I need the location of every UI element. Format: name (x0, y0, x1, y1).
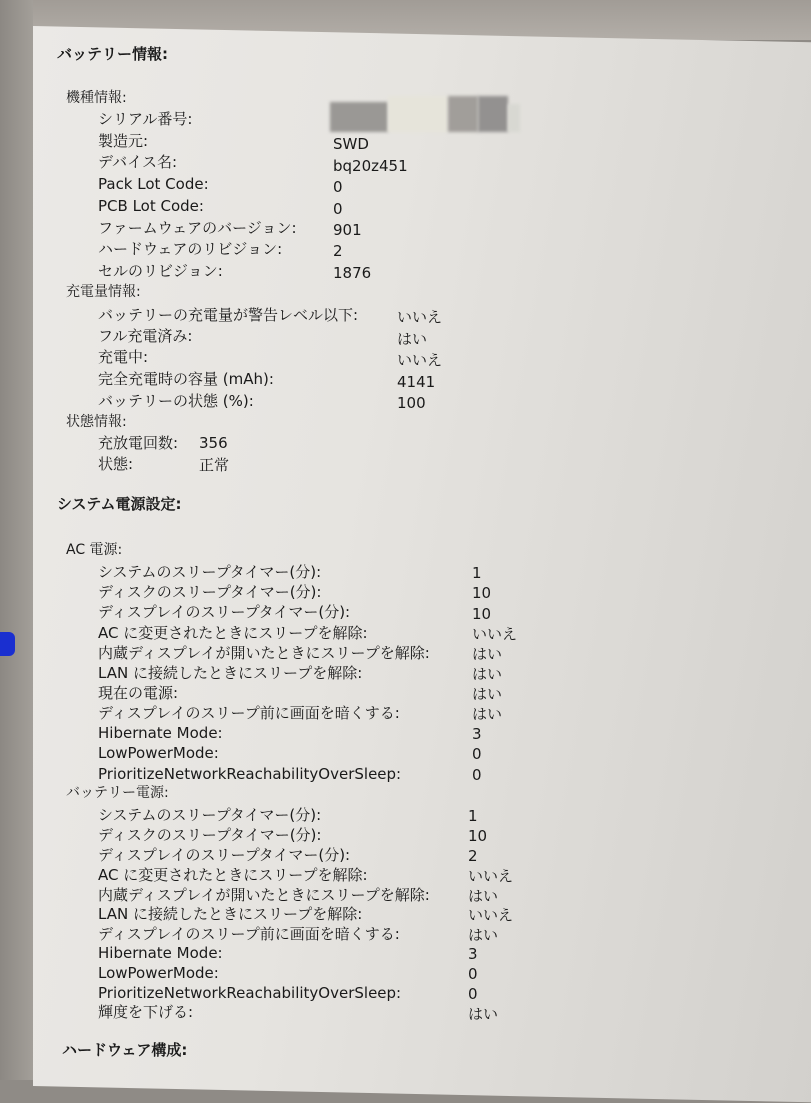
label-manufacturer: 製造元: (98, 132, 149, 150)
label-full-charge-capacity: 完全充電時の容量 (mAh): (98, 370, 274, 388)
group-title-battery-power: バッテリー電源: (66, 785, 169, 801)
value-bat-wake-on-lid-open: はい (468, 887, 499, 905)
value-bat-disk-sleep: 10 (468, 827, 488, 845)
label-bat-wake-on-lid-open: 内蔵ディスプレイが開いたときにスリープを解除: (98, 886, 430, 904)
label-device-name: デバイス名: (98, 153, 178, 171)
label-bat-reduce-brightness: 輝度を下げる: (98, 1003, 194, 1021)
value-bat-prioritize-network: 0 (468, 985, 478, 1003)
label-serial-number: シリアル番号: (98, 110, 193, 128)
value-ac-low-power-mode: 0 (472, 745, 482, 763)
label-bat-system-sleep: システムのスリープタイマー(分): (98, 806, 322, 824)
label-ac-current-power-source: 現在の電源: (98, 684, 179, 702)
group-title-charge-info: 充電量情報: (66, 284, 141, 300)
value-ac-wake-on-lid-open: はい (472, 645, 503, 663)
label-bat-disk-sleep: ディスクのスリープタイマー(分): (98, 826, 322, 844)
value-bat-hibernate-mode: 3 (468, 945, 478, 963)
label-bat-wake-on-ac-change: AC に変更されたときにスリープを解除: (98, 866, 368, 884)
value-ac-display-sleep: 10 (472, 605, 492, 623)
value-bat-low-power-mode: 0 (468, 965, 478, 983)
group-title-ac-power: AC 電源: (66, 542, 123, 558)
section-title-power-settings: システム電源設定: (57, 495, 182, 513)
value-ac-wake-on-ac-change: いいえ (472, 625, 518, 643)
label-bat-display-sleep: ディスプレイのスリープタイマー(分): (98, 846, 351, 864)
value-ac-dim-before-sleep: はい (472, 705, 503, 723)
label-hardware-revision: ハードウェアのリビジョン: (98, 240, 283, 258)
value-device-name: bq20z451 (333, 157, 408, 175)
label-charging: 充電中: (98, 348, 149, 366)
label-below-warning-level: バッテリーの充電量が警告レベル以下: (98, 306, 359, 324)
label-ac-prioritize-network: PrioritizeNetworkReachabilityOverSleep: (98, 765, 402, 783)
group-title-health-info: 状態情報: (66, 414, 127, 430)
serial-number-redacted (330, 96, 520, 134)
value-firmware-version: 901 (333, 221, 362, 239)
label-ac-dim-before-sleep: ディスプレイのスリープ前に画面を暗くする: (98, 704, 400, 722)
label-battery-health-percent: バッテリーの状態 (%): (98, 392, 254, 410)
label-firmware-version: ファームウェアのバージョン: (98, 219, 297, 237)
value-full-charge-capacity: 4141 (397, 373, 436, 391)
label-ac-display-sleep: ディスプレイのスリープタイマー(分): (98, 603, 351, 621)
value-below-warning-level: いいえ (397, 308, 443, 326)
value-ac-current-power-source: はい (472, 685, 503, 703)
value-bat-wake-on-ac-change: いいえ (468, 867, 514, 885)
label-pcb-lot-code: PCB Lot Code: (98, 197, 204, 215)
value-charging: いいえ (397, 351, 443, 369)
value-ac-wake-on-lan: はい (472, 665, 503, 683)
label-bat-hibernate-mode: Hibernate Mode: (98, 944, 223, 962)
label-bat-dim-before-sleep: ディスプレイのスリープ前に画面を暗くする: (98, 925, 400, 943)
value-bat-wake-on-lan: いいえ (468, 906, 514, 924)
value-cell-revision: 1876 (333, 264, 372, 282)
label-fully-charged: フル充電済み: (98, 327, 193, 345)
value-ac-disk-sleep: 10 (472, 584, 492, 602)
value-bat-reduce-brightness: はい (468, 1005, 499, 1023)
value-hardware-revision: 2 (333, 242, 343, 260)
value-bat-system-sleep: 1 (468, 807, 478, 825)
value-ac-hibernate-mode: 3 (472, 725, 482, 743)
value-bat-dim-before-sleep: はい (468, 926, 499, 944)
label-ac-hibernate-mode: Hibernate Mode: (98, 724, 223, 742)
label-bat-wake-on-lan: LAN に接続したときにスリープを解除: (98, 905, 363, 923)
label-ac-low-power-mode: LowPowerMode: (98, 744, 219, 762)
section-title-hardware-config: ハードウェア構成: (62, 1041, 188, 1059)
label-condition: 状態: (98, 455, 134, 473)
group-title-model-info: 機種情報: (66, 90, 127, 106)
label-ac-wake-on-ac-change: AC に変更されたときにスリープを解除: (98, 624, 368, 642)
label-ac-system-sleep: システムのスリープタイマー(分): (98, 563, 322, 581)
label-ac-wake-on-lan: LAN に接続したときにスリープを解除: (98, 664, 363, 682)
value-ac-system-sleep: 1 (472, 564, 482, 582)
value-manufacturer: SWD (333, 135, 369, 153)
value-ac-prioritize-network: 0 (472, 766, 482, 784)
value-bat-display-sleep: 2 (468, 847, 478, 865)
label-pack-lot-code: Pack Lot Code: (98, 175, 209, 193)
value-fully-charged: はい (397, 330, 428, 348)
value-condition: 正常 (199, 456, 230, 474)
label-bat-prioritize-network: PrioritizeNetworkReachabilityOverSleep: (98, 984, 402, 1002)
label-ac-wake-on-lid-open: 内蔵ディスプレイが開いたときにスリープを解除: (98, 644, 430, 662)
value-battery-health-percent: 100 (397, 394, 426, 412)
label-cell-revision: セルのリビジョン: (98, 262, 223, 280)
label-cycle-count: 充放電回数: (98, 434, 179, 452)
label-ac-disk-sleep: ディスクのスリープタイマー(分): (98, 583, 322, 601)
label-bat-low-power-mode: LowPowerMode: (98, 964, 219, 982)
section-title-battery-info: バッテリー情報: (57, 45, 168, 63)
value-cycle-count: 356 (199, 434, 228, 452)
value-pack-lot-code: 0 (333, 178, 343, 196)
value-pcb-lot-code: 0 (333, 200, 343, 218)
